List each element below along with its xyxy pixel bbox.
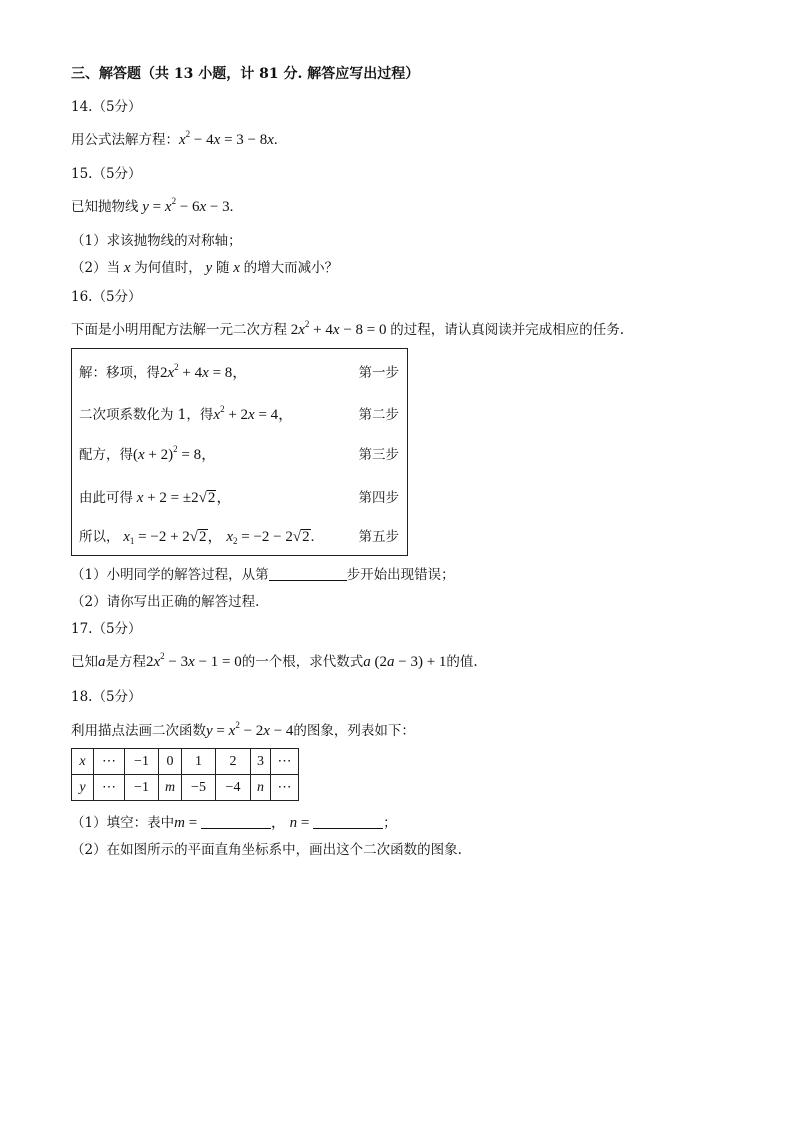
step-4-math: x + 2 = ±2√2， bbox=[136, 490, 232, 506]
q17-text-c: 的一个根，求代数式 bbox=[241, 654, 364, 670]
q18-intro-a: 利用描点法画二次函数 bbox=[71, 723, 206, 739]
solution-step-4 bbox=[79, 486, 399, 506]
step-3-math: $(x + 2)^2 = 8$， bbox=[133, 444, 217, 463]
step-2-text: 二次项系数化为 1，得 bbox=[79, 407, 214, 423]
step-1-math: $2x^2 + 4x = 8$， bbox=[160, 362, 248, 381]
q14-equation: $x^2 - 4x = 3 - 8x$. bbox=[179, 129, 278, 148]
step-4-text: 由此可得 bbox=[79, 490, 133, 506]
q15-text bbox=[71, 195, 233, 216]
q18-function: $y = x^2 - 2x - 4$ bbox=[206, 720, 294, 739]
q16-header: 16.（5分） bbox=[71, 289, 142, 305]
q18-part1-b: ； bbox=[383, 815, 397, 831]
q16-intro-b: 的过程，请认真阅读并完成相应的任务. bbox=[390, 322, 625, 338]
q14-header: 14.（5分） bbox=[71, 99, 142, 115]
table-cell: 2 bbox=[216, 749, 251, 775]
q17-header: 17.（5分） bbox=[71, 621, 142, 637]
q14-prompt: 用公式法解方程： bbox=[71, 132, 179, 148]
q15-header: 15.（5分） bbox=[71, 166, 142, 182]
q15-part2-a: （2）当 bbox=[71, 260, 121, 276]
q15-part2-b: 为何值时， bbox=[134, 260, 202, 276]
table-cell: 0 bbox=[159, 749, 182, 775]
var-m-eq: m = bbox=[174, 815, 201, 831]
table-cell: n bbox=[251, 775, 271, 801]
q15-prompt: 已知抛物线 bbox=[71, 199, 139, 215]
var-a: a bbox=[98, 654, 106, 670]
q17-text-b: 是方程 bbox=[105, 654, 146, 670]
var-y: y bbox=[201, 260, 216, 276]
q17-text-a: 已知 bbox=[71, 654, 98, 670]
table-cell: 3 bbox=[251, 749, 271, 775]
q14-text bbox=[71, 128, 278, 149]
solution-step-5 bbox=[79, 525, 399, 545]
solution-step-3 bbox=[79, 443, 399, 463]
q16-equation: $2x^2 + 4x - 8 = 0$ bbox=[287, 319, 391, 338]
q16-part2: （2）请你写出正确的解答过程. bbox=[71, 594, 260, 610]
comma-sep: ， n = bbox=[270, 815, 314, 831]
q16-part1-b: 步开始出现错误； bbox=[346, 567, 455, 583]
step-5-label: 第五步 bbox=[358, 529, 399, 545]
table-cell: ⋯ bbox=[271, 749, 299, 775]
q18-intro bbox=[71, 719, 415, 740]
q18-part1-a: （1）填空：表中 bbox=[71, 815, 175, 831]
q16-intro-a: 下面是小明用配方法解一元二次方程 bbox=[71, 322, 287, 338]
q17-text-d: 的值. bbox=[446, 654, 478, 670]
q15-part2-c: 随 bbox=[215, 260, 230, 276]
q16-part1 bbox=[71, 563, 455, 583]
q16-intro bbox=[71, 318, 624, 339]
step-3-label: 第三步 bbox=[358, 447, 399, 463]
table-cell: m bbox=[159, 775, 182, 801]
table-cell: ⋯ bbox=[271, 775, 299, 801]
table-cell: −1 bbox=[125, 749, 159, 775]
step-5-math: $x_1 = -2 + 2√2$， $x_2 = -2 - 2√2$. bbox=[123, 529, 315, 546]
solution-step-2 bbox=[79, 403, 399, 423]
n-answer-blank[interactable] bbox=[313, 816, 383, 829]
m-answer-blank[interactable] bbox=[201, 816, 271, 829]
step-4-label: 第四步 bbox=[358, 490, 399, 506]
table-row-x bbox=[72, 749, 299, 775]
q15-equation: $y = x^2 - 6x - 3$. bbox=[142, 196, 234, 215]
var-x: x bbox=[120, 260, 135, 276]
step-2-math: $x^2 + 2x = 4$， bbox=[213, 404, 294, 423]
value-table bbox=[71, 748, 299, 801]
step-1-label: 第一步 bbox=[358, 365, 399, 381]
q17-text bbox=[71, 650, 478, 671]
q15-part1: （1）求该抛物线的对称轴； bbox=[71, 233, 242, 249]
q15-part2-d: 的增大而减小？ bbox=[243, 260, 339, 276]
table-cell: ⋯ bbox=[94, 775, 125, 801]
q17-expression: a (2a − 3) + 1 bbox=[363, 654, 447, 670]
table-cell: −5 bbox=[182, 775, 216, 801]
q18-header: 18.（5分） bbox=[71, 689, 142, 705]
var-x2: x bbox=[229, 260, 244, 276]
q16-answer-blank[interactable] bbox=[269, 568, 347, 581]
q15-part2 bbox=[71, 256, 338, 277]
step-2-label: 第二步 bbox=[358, 407, 399, 423]
table-cell: x bbox=[72, 749, 94, 775]
q18-part1 bbox=[71, 811, 397, 832]
table-cell: ⋯ bbox=[94, 749, 125, 775]
table-cell: −1 bbox=[125, 775, 159, 801]
step-5-text: 所以， bbox=[79, 529, 120, 545]
step-1-text: 解：移项，得 bbox=[79, 365, 160, 381]
step-3-text: 配方，得 bbox=[79, 447, 133, 463]
section-title: 三、解答题（共 13 小题，计 81 分. 解答应写出过程） bbox=[71, 66, 420, 82]
q18-part2: （2）在如图所示的平面直角坐标系中，画出这个二次函数的图象. bbox=[71, 842, 462, 858]
table-cell: y bbox=[72, 775, 94, 801]
table-cell: −4 bbox=[216, 775, 251, 801]
solution-step-1 bbox=[79, 361, 399, 381]
q18-intro-b: 的图象，列表如下： bbox=[293, 723, 415, 739]
table-row-y bbox=[72, 775, 299, 801]
solution-box bbox=[71, 348, 408, 556]
q16-part1-a: （1）小明同学的解答过程，从第 bbox=[71, 567, 269, 583]
table-cell: 1 bbox=[182, 749, 216, 775]
q17-equation: $2x^2 - 3x - 1 = 0$ bbox=[146, 651, 242, 670]
